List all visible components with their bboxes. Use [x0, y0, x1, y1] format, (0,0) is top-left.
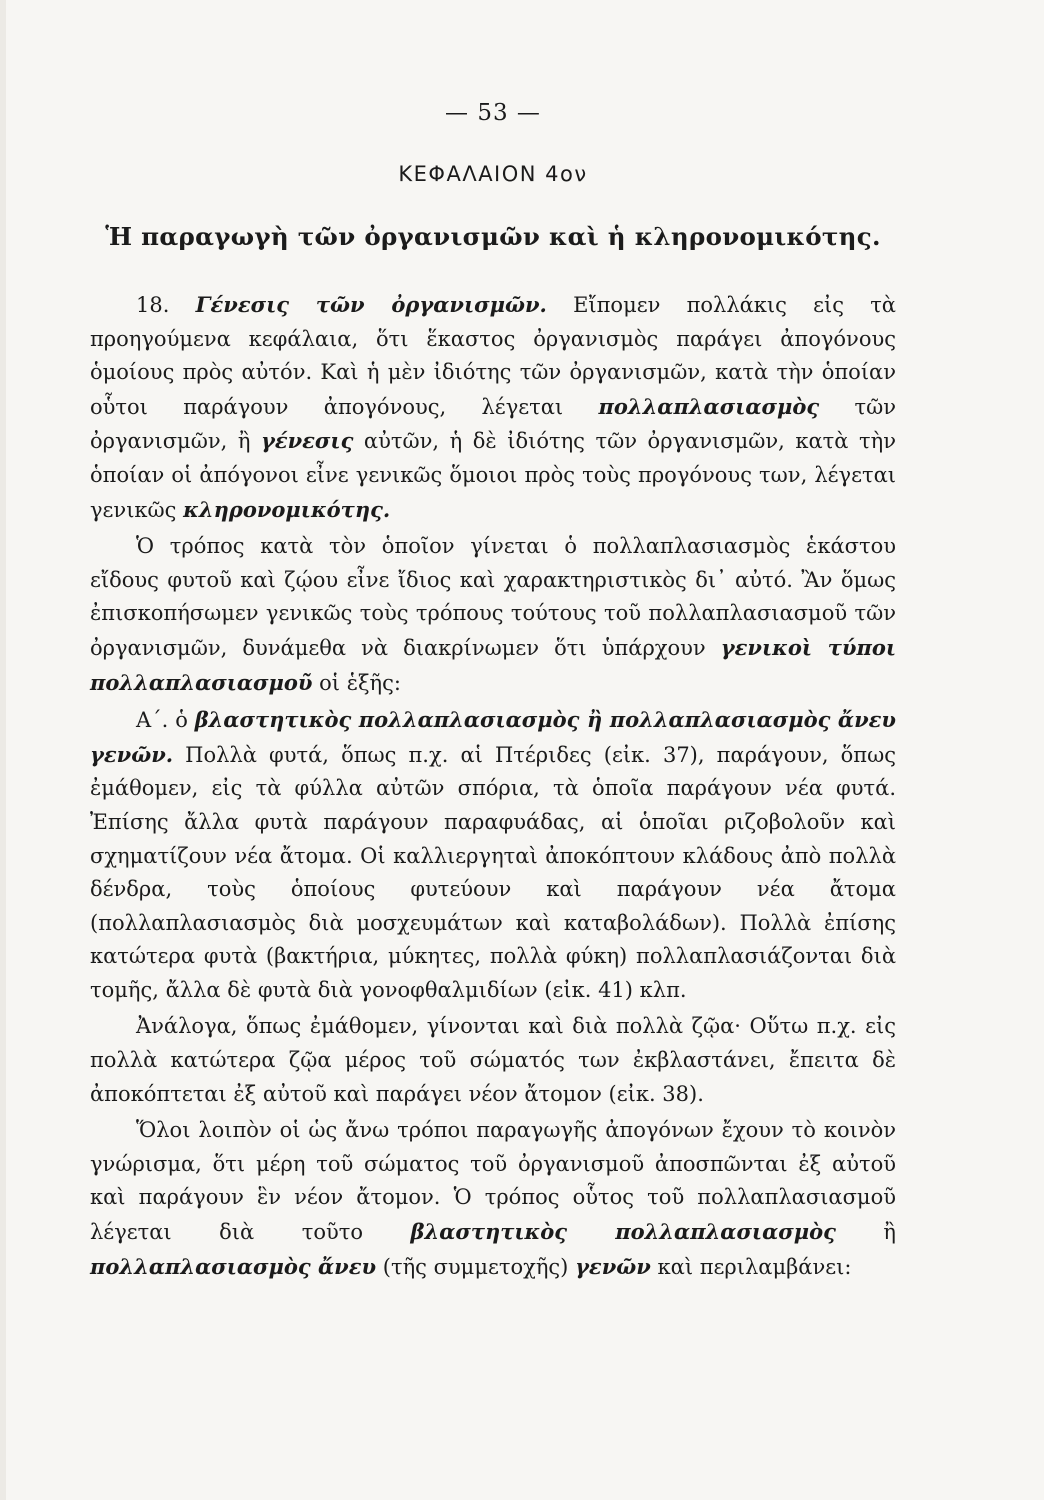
term: γένεσις	[260, 428, 354, 454]
text-run: αὐτῶν, ἡ δὲ ἰδιότης τῶν ὀργανισμῶν, κατὰ τὴν ὁποίαν οἱ ἀπόγονοι εἶνε γενικῶς ὅμοιοι πρὸς τοὺς προγόνους των, λέγεται γενικῶς	[90, 429, 897, 522]
page-number: — 53 —	[445, 100, 541, 126]
text-run: Ὁ τρόπος κατὰ τὸν ὁποῖον γίνεται ὁ πολλαπλασιασμὸς ἑκάστου εἴδους φυτοῦ καὶ ζῴου εἶνε ἴδιος καὶ χαρακτηριστικὸς δι᾿ αὐτό. Ἂν ὅμως ἐπισκοπήσωμεν γενικῶς τοὺς τρόπους τούτους τοῦ πολλαπλασιασμοῦ τῶν ὀργανισμῶν, δυνάμεθα νὰ διακρίνωμεν ὅτι ὑπάρχουν	[90, 534, 896, 660]
text-run: ὁ	[168, 708, 195, 733]
term: βλαστητικὸς πολλαπλασιασμὸς ἢ πολλαπλασιασμὸς ἄνευ γενῶν.	[90, 707, 896, 767]
text-run: τῶν ὀργανισμῶν, ἢ	[90, 394, 896, 454]
term: κληρονομικότης.	[183, 496, 391, 522]
term: βλαστητικὸς πολλαπλασιασμὸς	[410, 1219, 836, 1245]
body-text	[90, 288, 896, 1284]
text-run: καὶ περιλαμβάνει:	[650, 1254, 852, 1279]
paragraph-18	[90, 288, 896, 527]
term: πολλαπλασιασμὸς	[598, 393, 820, 419]
section-heading: Γένεσις τῶν ὀργανισμῶν.	[195, 292, 547, 317]
text-run: ἢ	[835, 1220, 896, 1245]
term: πολλαπλασιασμὸς ἄνευ	[90, 1253, 377, 1279]
text-run: οἱ ἑξῆς:	[312, 670, 401, 695]
term: γενικοὶ τύποι πολλαπλασιασμοῦ	[90, 634, 896, 695]
chapter-title: Ἡ παραγωγὴ τῶν ὀργανισμῶν καὶ ἡ κληρονομικότης.	[105, 222, 881, 251]
text-run: Πολλὰ φυτά, ὅπως π.χ. αἱ Πτέριδες (εἰκ. 37), παράγουν, ὅπως ἐμάθομεν, εἰς τὰ φύλλα αὐτῶν σπόρια, τὰ ὁποῖα παράγουν νέα φυτά. Ἐπίσης ἄλλα φυτὰ παράγουν παραφυάδας, αἱ ὁποῖαι ριζοβολοῦν καὶ σχηματίζουν νέα ἄτομα. Οἱ καλλιεργηταὶ ἀποκόπτουν κλάδους ἀπὸ πολλὰ δένδρα, τοὺς ὁποίους φυτεύουν καὶ παράγουν νέα ἄτομα (πολλαπλασιασμὸς διὰ μοσχευμάτων καὶ καταβολάδων). Πολλὰ ἐπίσης κατώτερα φυτὰ (βακτήρια, μύκητες, πολλὰ φύκη) πολλαπλασιάζονται διὰ τομῆς, ἄλλα δὲ φυτὰ διὰ γονοφθαλμιδίων (εἰκ. 41) κλπ.	[90, 742, 896, 1002]
term: γενῶν	[575, 1253, 651, 1279]
section-number: 18.	[136, 293, 170, 317]
text-run: (τῆς συμμετοχῆς)	[376, 1254, 576, 1279]
paragraph-animals	[90, 1010, 896, 1111]
list-label: Α΄.	[136, 708, 169, 733]
paragraph-summary	[90, 1114, 896, 1284]
paragraph-vegetative	[90, 703, 896, 1007]
paragraph-types	[90, 530, 896, 700]
chapter-heading: ΚΕΦΑΛΑΙΟΝ 4ον	[398, 162, 588, 186]
text-run: Ὅλοι λοιπὸν οἱ ὡς ἄνω τρόποι παραγωγῆς ἀπογόνων ἔχουν τὸ κοινὸν γνώρισμα, ὅτι μέρη τοῦ σώματος τοῦ ὀργανισμοῦ ἀποσπῶνται ἐξ αὐτοῦ καὶ παράγουν ἓν νέον ἄτομον. Ὁ τρόπος οὗτος τοῦ πολλαπλασιασμοῦ λέγεται διὰ τοῦτο	[90, 1118, 896, 1245]
text-run: Εἴπομεν πολλάκις εἰς τὰ προηγούμενα κεφάλαια, ὅτι ἕκαστος ὀργανισμὸς παράγει ἀπογόνους ὁμοίους πρὸς αὐτόν. Καὶ ἡ μὲν ἰδιότης τῶν ὀργανισμῶν, κατὰ τὴν ὁποίαν οὗτοι παράγουν ἀπογόνους, λέγεται	[90, 293, 896, 419]
text-run: Ἀνάλογα, ὅπως ἐμάθομεν, γίνονται καὶ διὰ πολλὰ ζῷα· Οὕτω π.χ. εἰς πολλὰ κατώτερα ζῷα μέρος τοῦ σώματός των ἐκβλαστάνει, ἔπειτα δὲ ἀποκόπτεται ἐξ αὐτοῦ καὶ παράγει νέον ἄτομον (εἰκ. 38).	[90, 1014, 896, 1106]
